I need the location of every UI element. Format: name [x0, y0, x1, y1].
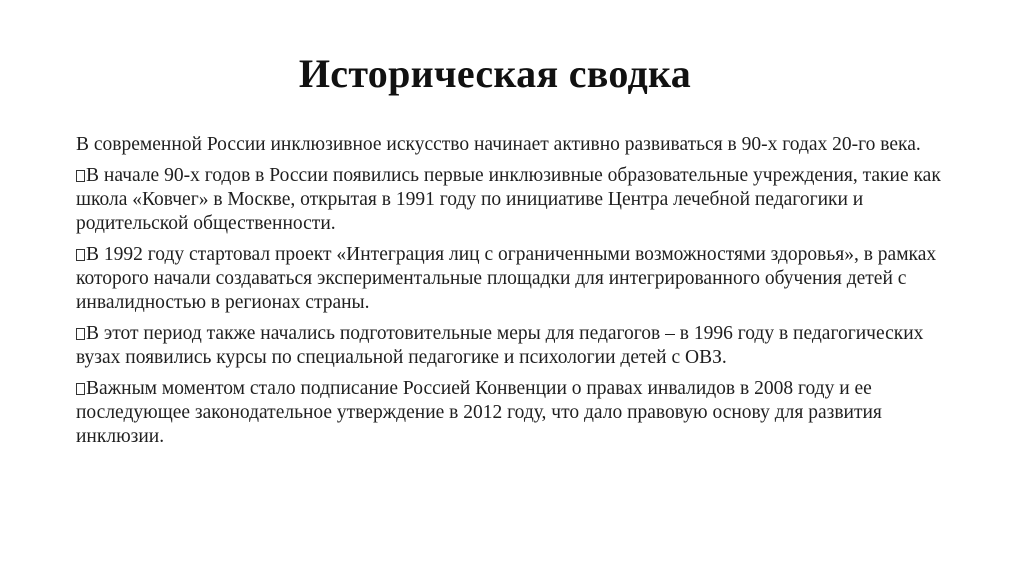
bullet-text: Важным моментом стало подписание Россией Конвенции о правах инвалидов в 2008 году и ее последующее законодательное утверждение в 2012 году, что дало правовую основу для развития инклюзии.: [76, 378, 882, 447]
bullet-text: В начале 90-х годов в России появились первые инклюзивные образовательные учреждения, такие как школа «Ковчег» в Москве, открытая в 1991 году по инициативе Центра лечебной педагогики и родительской общественности.: [76, 165, 941, 234]
bullet-text: В 1992 году стартовал проект «Интеграция лиц с ограниченными возможностями здоровья», в рамках которого начали создаваться экспериментальные площадки для интегрированного обучения детей с инвалидностью в регионах страны.: [76, 244, 937, 313]
bullet-paragraph: [76, 322, 956, 370]
bullet-paragraph: [76, 164, 956, 236]
slide-title: Историческая сводка: [298, 51, 692, 96]
bullet-paragraph: [76, 377, 956, 449]
missing-glyph-box-icon: [76, 249, 85, 261]
slide-content: [76, 133, 956, 456]
bullet-text: В этот период также начались подготовительные меры для педагогов – в 1996 году в педагогических вузах появились курсы по специальной педагогике и психологии детей с ОВЗ.: [76, 323, 924, 368]
intro-paragraph: В современной России инклюзивное искусство начинает активно развиваться в 90-х годах 20-го века.: [76, 134, 921, 155]
missing-glyph-box-icon: [76, 170, 85, 182]
missing-glyph-box-icon: [76, 328, 85, 340]
missing-glyph-box-icon: [76, 383, 85, 395]
bullet-paragraph: [76, 243, 956, 315]
